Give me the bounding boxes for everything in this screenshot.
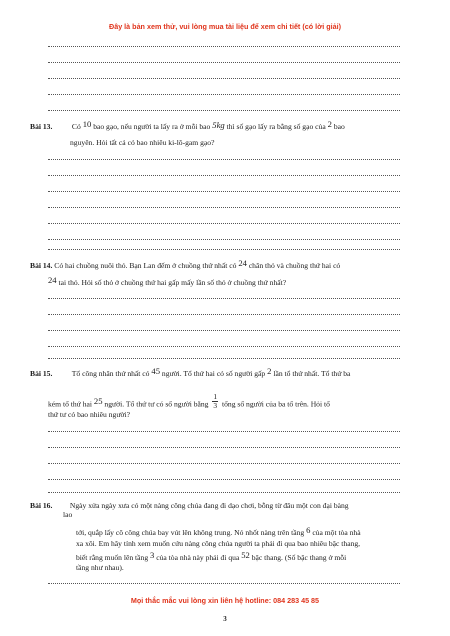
answer-line xyxy=(48,294,400,299)
answer-line xyxy=(48,443,400,448)
answer-line xyxy=(48,171,400,176)
answer-line xyxy=(48,203,400,208)
question-16-line-2: tới, quắp lấy cô công chúa bay vút lên không trung. Nó nhốt nàng trên tầng 6 của một tòa nhà xyxy=(76,525,361,537)
question-15-line-1: Bài 15. Tổ công nhân thứ nhất có 45 người. Tổ thứ hai có số người gấp 2 lần tổ thứ nhất. Tổ thứ ba xyxy=(30,366,351,378)
answer-line xyxy=(48,74,400,79)
answer-line xyxy=(48,58,400,63)
question-14-label: Bài 14. xyxy=(30,261,53,270)
answer-line xyxy=(48,310,400,315)
question-16-line-4: biết rằng muốn lên tầng 3 của tòa nhà này phải đi qua 52 bậc thang. (Số bậc thang ở mỗi xyxy=(76,550,347,562)
answer-line xyxy=(48,106,400,111)
answer-line xyxy=(48,342,400,347)
fraction-one-third: $\frac{1}{3}$ xyxy=(213,392,218,410)
answer-line xyxy=(48,42,400,47)
question-14-line-2: 24 tai thỏ. Hỏi số thỏ ở chuồng thứ hai gấp mấy lần số thỏ ở chuồng thứ nhất? xyxy=(48,275,287,287)
question-15-line-2: kém tổ thứ hai 25 người. Tổ thứ tư có số người bằng $\frac{1}{3}$ tổng số người của ba tổ trên. Hỏi tổ xyxy=(48,392,330,410)
answer-line xyxy=(48,459,400,464)
preview-banner: Đây là bản xem thử, vui lòng mua tài liệu để xem chi tiết (có lời giải) xyxy=(109,22,341,31)
answer-line xyxy=(48,326,400,331)
answer-line xyxy=(48,579,400,584)
page-number: 3 xyxy=(223,615,227,623)
answer-line xyxy=(48,235,400,240)
question-14-line-1: Bài 14. Có hai chuồng nuôi thỏ. Bạn Lan đếm ở chuồng thứ nhất có 24 chân thỏ và chuồng thứ hai có xyxy=(30,258,341,270)
question-16-line-3: xa xôi. Em hãy tính xem muốn cứu nàng công chúa người ta phải đi qua bao nhiêu bậc thang, xyxy=(76,539,361,548)
question-13-line-2: nguyên. Hỏi tất cả có bao nhiêu ki-lô-gam gạo? xyxy=(70,138,215,147)
question-16-line-5: tầng như nhau). xyxy=(76,563,124,572)
answer-line xyxy=(48,155,400,160)
question-16-label: Bài 16. xyxy=(30,501,53,510)
answer-line xyxy=(48,187,400,192)
question-16-line-1: Bài 16. Ngày xửa ngày xưa có một nàng công chúa đang đi dạo chơi, bỗng từ đâu một con đại bàng xyxy=(30,501,349,510)
answer-line xyxy=(48,475,400,480)
question-13-label: Bài 13. xyxy=(30,122,53,131)
answer-line xyxy=(48,90,400,95)
hotline-banner: Mọi thắc mắc vui lòng xin liên hệ hotline: 084 283 45 85 xyxy=(130,596,320,605)
question-16-label-cont: lao xyxy=(63,510,73,519)
answer-line xyxy=(48,245,400,250)
question-13-line-1: Bài 13. Có 10 bao gạo, nếu người ta lấy ra ở mỗi bao 5kg thì số gạo lấy ra bằng số gạo của 2 bao xyxy=(30,119,345,131)
question-15-line-3: thứ tư có bao nhiêu người? xyxy=(48,410,130,419)
answer-line xyxy=(48,427,400,432)
answer-line xyxy=(48,488,400,493)
answer-line xyxy=(48,219,400,224)
answer-line xyxy=(48,354,400,359)
question-15-label: Bài 15. xyxy=(30,369,53,378)
